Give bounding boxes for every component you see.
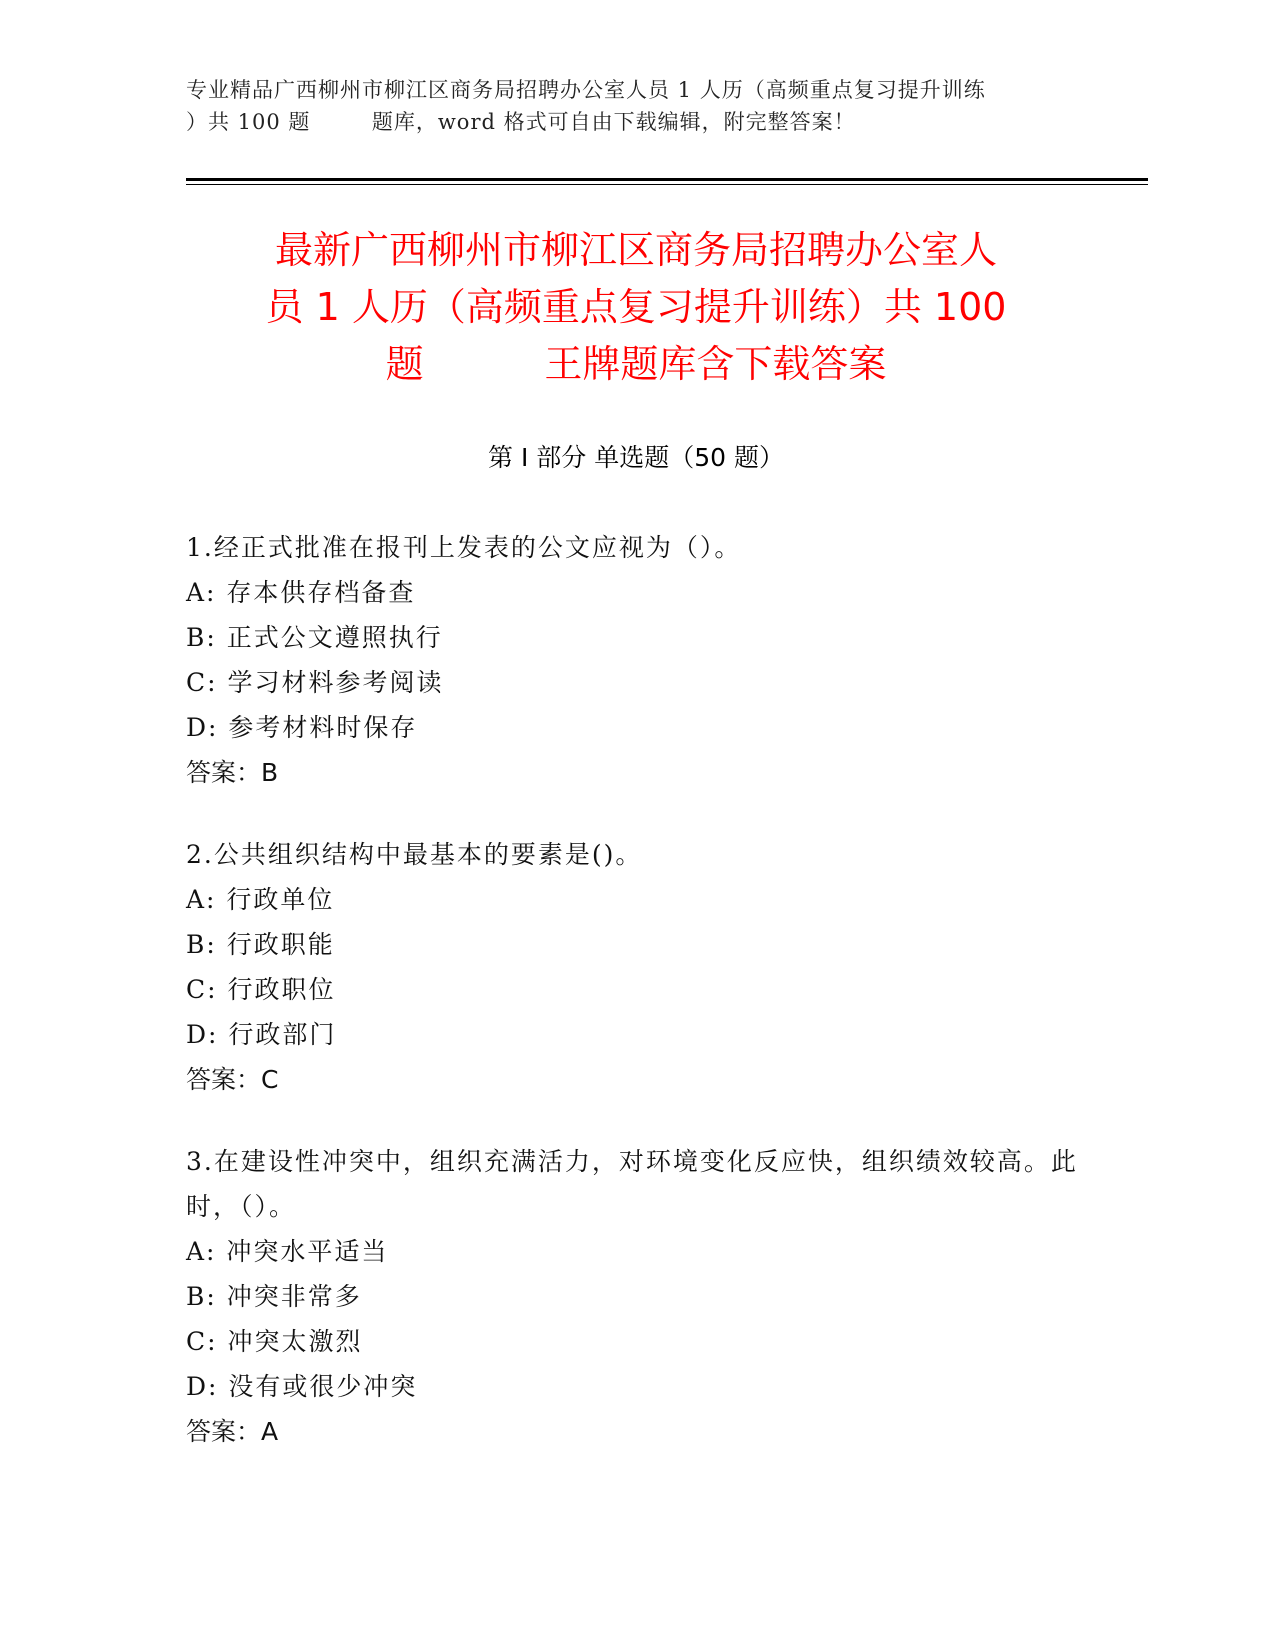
option-a: A: 存本供存档备查 bbox=[186, 578, 416, 607]
option-b: B: 行政职能 bbox=[186, 930, 335, 959]
option-b: B: 正式公文遵照执行 bbox=[186, 623, 443, 652]
question-3 bbox=[186, 1139, 1086, 1454]
option-c: C: 学习材料参考阅读 bbox=[186, 668, 444, 697]
title-line-2: 员 1 人历（高频重点复习提升训练）共 100 bbox=[265, 285, 1007, 329]
option-d: D: 没有或很少冲突 bbox=[186, 1372, 418, 1401]
question-1 bbox=[186, 525, 1086, 795]
question-stem: 1.经正式批准在报刊上发表的公文应视为（）。 bbox=[186, 533, 742, 562]
section-heading: 第 I 部分 单选题（50 题） bbox=[488, 443, 784, 472]
question-stem: 3.在建设性冲突中，组织充满活力，对环境变化反应快，组织绩效较高。此时，（）。 bbox=[186, 1147, 1078, 1221]
title-line-3: 题 王牌题库含下载答案 bbox=[385, 342, 887, 386]
title-line-1: 最新广西柳州市柳江区商务局招聘办公室人 bbox=[274, 228, 997, 272]
answer: 答案：A bbox=[186, 1417, 279, 1446]
header-line-1: 专业精品广西柳州市柳江区商务局招聘办公室人员 1 人历（高频重点复习提升训练 bbox=[186, 78, 986, 102]
answer: 答案：C bbox=[186, 1065, 279, 1094]
header-rule-thick bbox=[186, 178, 1148, 181]
header-rule-thin bbox=[186, 184, 1148, 185]
document-title bbox=[186, 222, 1086, 393]
question-list bbox=[186, 525, 1086, 1491]
page-header bbox=[186, 74, 1086, 138]
option-d: D: 行政部门 bbox=[186, 1020, 337, 1049]
option-a: A: 冲突水平适当 bbox=[186, 1237, 389, 1266]
question-stem: 2.公共组织结构中最基本的要素是()。 bbox=[186, 840, 643, 869]
option-a: A: 行政单位 bbox=[186, 885, 335, 914]
question-2 bbox=[186, 832, 1086, 1102]
answer: 答案：B bbox=[186, 758, 279, 787]
option-b: B: 冲突非常多 bbox=[186, 1282, 362, 1311]
option-c: C: 行政职位 bbox=[186, 975, 336, 1004]
option-d: D: 参考材料时保存 bbox=[186, 713, 418, 742]
header-line-2: ）共 100 题 题库，word 格式可自由下载编辑，附完整答案！ bbox=[186, 110, 856, 134]
option-c: C: 冲突太激烈 bbox=[186, 1327, 363, 1356]
